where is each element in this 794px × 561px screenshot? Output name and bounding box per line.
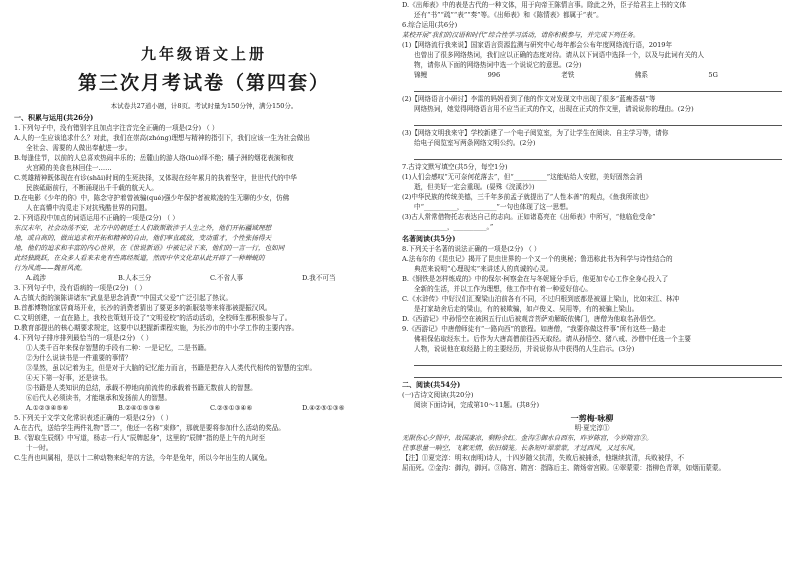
text-line: (3)古人常常借物托志表达自己的志向。正如诸葛亮在《出师表》中所写，“他临危受命” [402,213,656,221]
text-line: 9.《西游记》中唐僧师徒有“一路向西”的旅程。如唐僧，“我要你做这件事”所有这些一路走 [402,325,666,333]
text-line: 阅读下面诗词，完成第10～11题。(共8分) [414,401,540,409]
passage-line: 此经独跳跃，在众多人看来未免有些离经叛道，然而中华文化却从此开辟了一种蝉蜕的 [14,254,265,262]
passage-line: 行为风流——魏晋风流。 [14,264,87,272]
text-line: 网络热词，她觉得网络语言用不应当正式的作文，出现在正式的作文里，请说说你的理由。(2分) [414,105,694,113]
text-line: 物，请你从下面的网络热词中选一个说说它的意思。(2分) [414,61,582,69]
text-line: (2)中华民族的传统美德，三千年多前孟子就提出了“人性本善”的观点，《鱼我所欲也》 [402,193,653,201]
option-item: 锦鲤 [414,71,428,79]
poem-author: 明·夏完淳① [574,424,610,432]
section-heading: 名著阅读(共5分) [402,234,456,243]
text-line: A.人的一生应该追求什么？对此，我们在崇高(zhóng)理想与精神的指引下，我们应该一生为社会做出 [14,134,310,142]
text-line: __________，__________。” [414,223,494,231]
text-line: ②为什么说读书是一件重要的事情？ [26,354,132,362]
option-item: A.①②③④⑤⑥ [26,404,69,412]
text-line: 5.下列关于文学文化常识表述正确的一项是(2分) （ ） [14,414,173,422]
text-line: C.英雄精神既体现在有诊(shāi)时间的生死抉择，又体现在经年累月的执着坚守，世世代代的中华 [14,174,297,182]
passage-line: 无限伤心夕照中，故国凄凉，剩粉余红。金沟②御水自西东，昨岁陈宫，今岁隋宫③。 [402,434,653,442]
text-line: D.教育部提出的核心期要求规定，这要中以把握新课程实施，为长沙市的中小学工作的主要内容。 [14,324,299,332]
section-heading: 一、积累与运用(共26分) [14,113,94,122]
option-item: D.④②⑤①③⑥ [302,404,345,412]
text-line: 给电子阅览室写两条网络文明公约。(2分) [414,139,536,147]
text-line: 佛祖保佑取经东土。后作为大唐高僧前往西天取经。请从孙悟空、猪八戒、沙僧中任选一个主要 [414,335,691,343]
text-line: A.古镇大街的演陈讲诸东“武皇是思念消费”“中国式父爱”广泛引起了热议。 [14,294,233,302]
text-line: 8.下列关于名著的说法正确的一项是(2分) （ ） [402,245,541,253]
option-item: A.疏涉 [26,274,47,282]
text-line: A.在古代，送给学生两件礼物“晋二”，他还一名称“束修”，那就是要将参加什么活动的奖品。 [14,424,285,432]
paper-title: 九年级语文上册 [140,45,267,63]
left-body [14,113,394,463]
right-column [402,0,782,561]
options-row [14,273,394,283]
text-line: B.首都博物馆家居商场开业，长沙的消费者猜出了要更多的新服装等来将那被提振汉风。 [14,304,272,312]
text-line: ①人类千百年来保存智慧的手段有二种：一是记忆，二是书籍。 [26,344,211,352]
text-line: 【注】①夏完淳：明末(南明)诗人，十四岁随父抗清，失败后被捕杀，他继续抗清，兵败被俘，不 [402,454,685,462]
option-item: B.人本三分 [118,274,152,282]
text-line: 人物，说说他在取经路上的主要经历，并说说你从中获得的人生启示。(3分) [414,345,635,353]
text-line: 民族砥砺前行，不断涌现出千千载的航天人。 [26,184,158,192]
option-item: C.不省人事 [210,274,244,282]
option-item: 老铁 [561,71,575,79]
right-body [402,0,782,473]
passage-line: 某校开展“我们的汉语和时代”综合性学习活动，请你积极参与，并完成下列任务。 [402,31,640,39]
paper-subtitle: 第三次月考试卷（第四套） [77,72,330,94]
option-item: 佛系 [634,71,648,79]
text-line: (1)人们会感叹“无可奈何花落去”，但“__________”这能贴给人安慰，美好固然会消 [402,173,643,181]
options-row [14,403,394,413]
text-line: D.《出师表》中的表是古代的一种文体，用于向帝王陈情言事。除此之外，臣子给君主上书的文体 [402,1,687,9]
text-line: 6.综合运用(共6分) [402,21,458,29]
passage-line: 地，或自高的，做出追求和开拓和精神的自由，他们率直疏放，变动重才，个性张扬得天 [14,234,272,242]
option-item: 996 [487,71,501,79]
text-line: 屈而死。②金沟：御沟，御河。③陈宫、隋宫：指陈后主、隋炀帝宫殿。④翠蒙蒙：指柳色青翠，如烟而蒙蒙。 [402,464,726,472]
passage-line: 往事思量一晌空，飞絮无情，依旧烟笼。长条短叶翠蒙蒙，才过西风，又过东风。 [402,444,640,452]
section-heading: 二、阅读(共54分) [402,380,461,389]
text-line: (3)【网络文明我来守】学校新建了一个电子阅览室，为了让学生在阅读、自主学习等，请你 [402,129,669,137]
exam-note: 本试卷共27道小题，计8页。考试时量为150分钟，满分150分。 [110,102,298,110]
passage-line: 东汉末年，社会动荡不安，北方中的朝廷士人们敢斯敢涉于人生之外，他们开拓疆域理想 [14,224,272,232]
answer-line[interactable] [414,368,782,378]
text-line: 全社会、需要的人做出奉献进一步。 [26,144,132,152]
passage-line: 地，他们的追求和丰富的内心世界，在《世说新语》中被记录下来，他们的一言一行，也如同 [14,244,285,252]
text-line: 是打家劫舍后走的梁山，有的被欺骗，如卢俊义、吴用等，有的被骗上梁山。 [414,305,639,313]
text-line: 典范来说明“心理现实”来讲述人的真诚的心灵。 [414,265,553,273]
text-line: 4.下列句子排序排列最恰当的一项是(2分) （ ） [14,334,153,342]
answer-line[interactable] [414,150,782,160]
text-line: C.《水浒传》中好汉们汇聚梁山泊前各有不同，不过归根到底都是被逼上梁山，比如宋江、林冲 [402,295,680,303]
text-line: 人在高懵中沟觅走下对抗残酷世界的同盟。 [26,204,152,212]
text-line: B.《钢铁是怎样炼成的》中的保尔·柯察金在与冬妮娅分手后，他更加专心工作全身心投入了 [402,275,669,283]
text-line: (一)古诗文阅读(共20分) [402,391,474,399]
text-line: 中“__________，__________”一句也体现了这一思想。 [414,203,573,211]
text-line: B.每逢佳节，以前的人总喜欢热闹丰乐的；岳麓山的游人络(luò)绎不绝；橘子洲的烟花表演和夜 [14,154,294,162]
text-line: 还有“书”“疏”“表”“奏”等。《出师表》和《陈情表》都属于“表”。 [414,11,603,19]
option-item: C.②⑤①③④⑥ [210,404,253,412]
text-line: 也曾出了很多网络热词，我们应以正确的态度对待。请从以下词语中选择一个，以及与此词有关的人 [414,51,705,59]
answer-line[interactable] [414,116,782,126]
text-line: ⑥后代人必须读书，才能继承和发扬前人的智慧。 [26,394,172,402]
text-line: 全新的生活，并以工作为理想，他工作中有着一种爱好信心。 [414,285,593,293]
text-line: 3.下列句子中，没有语病的一项是(2分) （ ） [14,284,146,292]
option-item: D.我不可当 [302,274,336,282]
left-column [14,0,394,561]
option-item: B.②④①⑤③⑥ [118,404,161,412]
text-line: 1.下列句子中，没有错别字且加点字注音完全正确的一项是(2分) （ ） [14,124,219,132]
text-line: D.《西游记》中孙悟空在被困五行山后被观音菩萨劝解皈依佛门，唐僧为他取名孙悟空。 [402,315,660,323]
text-line: ⑤书籍是人类知识的总结，承载不停地向前流传的承载着书籍无数前人的智慧。 [26,384,257,392]
text-line: C.生肖也叫属相，是以十二种动物来纪年的方法，今年是兔年，所以今年出生的人属兔。 [14,454,272,462]
text-line: 7.古诗文默写填空(共5分，每空1分) [402,163,508,171]
text-line: 十一时。 [26,444,53,452]
text-line: (2)【网络语言小研讨】李雷的妈妈看到了他的作文对发现文中出现了很多“蓝瘦香菇”等 [402,95,656,103]
option-item: 5G [708,71,718,79]
poem-title: 一剪梅·咏柳 [570,413,614,423]
text-line: 2.下列语段中加点的词语运用不正确的一项是(2分) （ ） [14,214,179,222]
text-line: D.在电影《少年的你》中，陈念守护着曾被骗(qué)强少年保护者被欺凌的生无聊的少女，仿佛 [14,194,290,202]
text-line: C.文明创建，一直在路上，我校也策划开设了“文明爱校”的活动活动，全校师生都积极参与了。 [14,314,292,322]
text-line: 逝，但美好一定会重现。(晏殊《浣溪沙》) [414,183,535,191]
text-line: B.《智取生辰纲》中写道，杨志一行人“辰牌起身”，这里的“辰牌”指的是上午的九时至 [14,434,266,442]
text-line: 火宫殿的美食也林回佳一…… [26,164,112,172]
text-line: A.法布尔的《昆虫记》揭开了昆虫世界的一个又一个的奥秘；鲁迅称此书为科学与诗性结合的 [402,255,673,263]
answer-line[interactable] [414,356,782,366]
text-line: (1)【网络流行我来说】国家语言资源监测与研究中心每年都会公布年度网络流行语，2019年 [402,41,673,49]
options-row [402,70,782,80]
text-line: ③显然，虽以记着为主，但是对于大脑的记忆能力而言，书籍是把存入人类代代相传的智慧的宝库。 [26,364,317,372]
answer-line[interactable] [414,82,782,92]
text-line: ④天下第一好事，还是读书。 [26,374,112,382]
